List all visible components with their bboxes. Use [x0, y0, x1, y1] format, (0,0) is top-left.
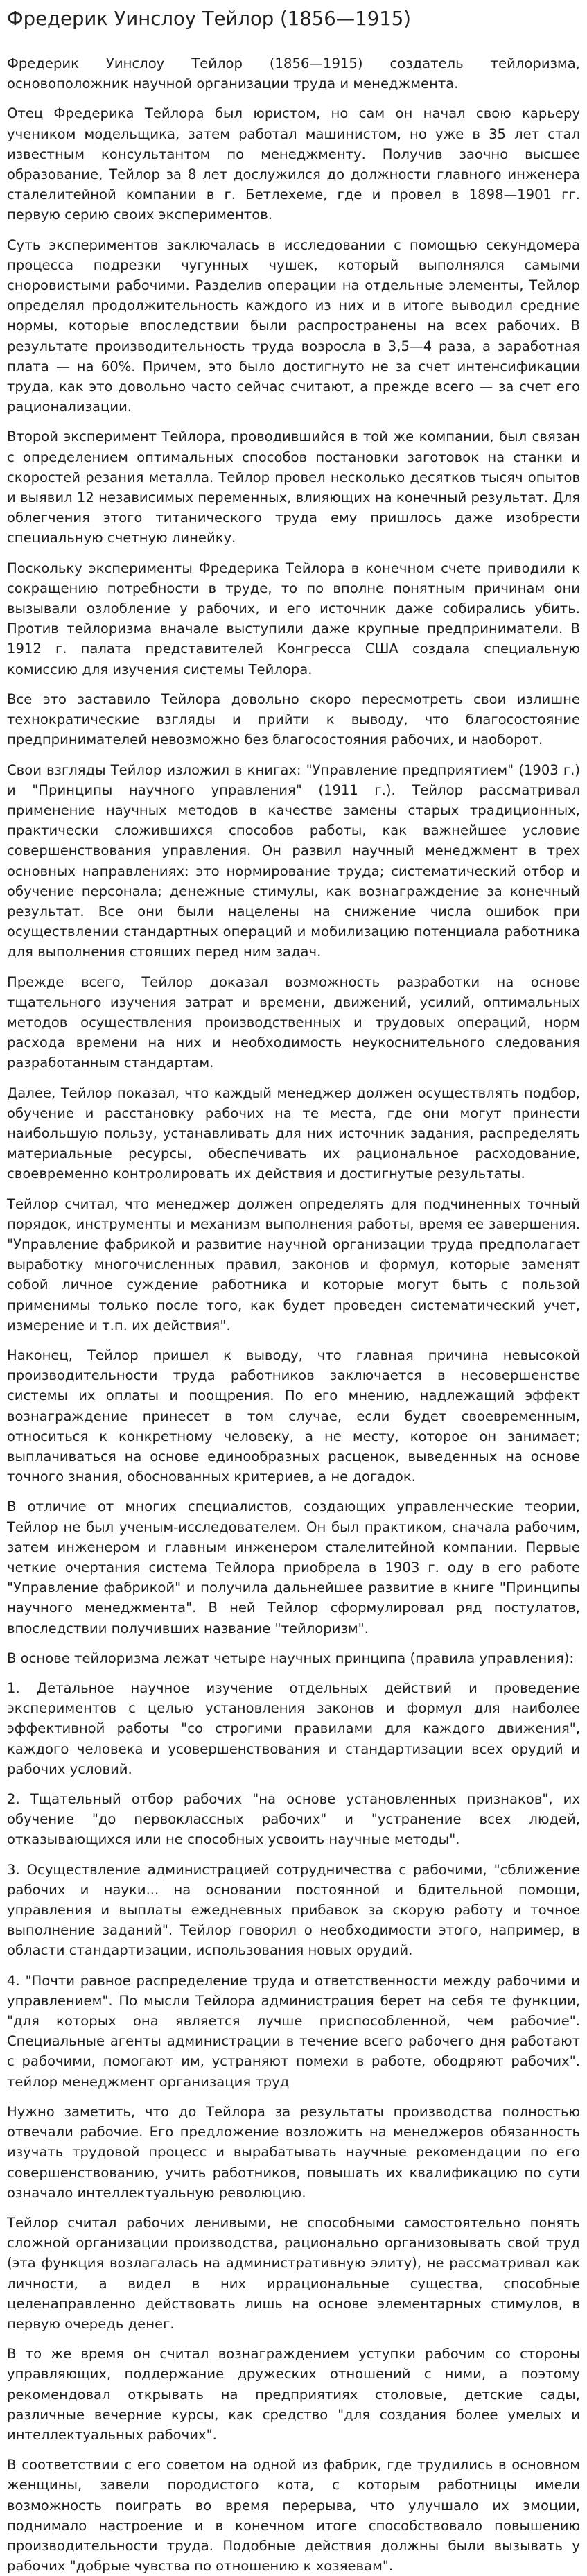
- article-paragraph: Суть экспериментов заключалась в исследовании с помощью секундомера процесса подрезки чугунных чушек, который выполнялся самыми сноровистыми рабочими. Разделив операции на отдельные элементы, Тейлор определял продолжительность каждого из них и в итоге выводил средние нормы, которые впоследствии были распространены на всех рабочих. В результате производительность труда возросла в 3,5—4 раза, а заработная плата — на 60%. Причем, это было достигнуто не за счет интенсификации труда, как это довольно часто сейчас считают, а прежде всего — за счет его рационализации.: [7, 236, 580, 415]
- article-body: [7, 53, 580, 2576]
- article-paragraph: 3. Осуществление администрацией сотрудничества с рабочими, "сближение рабочих и науки... на основании постоянной и бдительной помощи, управления и выплаты ежедневных прибавок за скорую работу и точное выполнение заданий". Тейлор говорил о необходимости этого, например, в области стандартизации, использования новых орудий.: [7, 1861, 580, 1959]
- article-paragraph: Свои взгляды Тейлор изложил в книгах: "Управление предприятием" (1903 г.) и "Принципы научного управления" (1911 г.). Тейлор рассматривал применение научных методов в качестве замены старых традиционных, практически сложившихся способов работы, как важнейшее условие совершенствования управления. Он развил научный менеджмент в трех основных направлениях: это нормирование труда; систематический отбор и обучение персонала; денежные стимулы, как вознаграждение за конечный результат. Все они были нацелены на снижение числа ошибок при осуществлении стандартных операций и мобилизацию потенциала работника для выполнения стоящих перед ним задач.: [7, 761, 580, 960]
- article-paragraph: В соответствии с его советом на одной из фабрик, где трудились в основном женщины, завели породистого кота, с которым работницы имели возможность поиграть во время перерыва, что улучшало их эмоции, поднимало настроение и в конечном итоге способствовало повышению производительности труда. Подобные действия должны были вызывать у рабочих "добрые чувства по отношению к хозяевам".: [7, 2457, 580, 2575]
- article-paragraph: Прежде всего, Тейлор доказал возможность разработки на основе тщательного изучения затрат и времени, движений, усилий, оптимальных методов осуществления производственных и трудовых операций, норм расхода времени на них и необходимость неукоснительного следования разработанным стандартам.: [7, 974, 580, 1071]
- article-paragraph: Тейлор считал рабочих ленивыми, не способными самостоятельно понять сложной организации производства, рационально организовывать свой труд (эта функция возлагалась на административную элиту), не рассматривал как личности, а видел в них иррациональные существа, способные целенаправленно действовать лишь на основе элементарных стимулов, в первую очередь денег.: [7, 2214, 580, 2332]
- article-paragraph: Фредерик Уинслоу Тейлор (1856—1915) создатель тейлоризма, основоположник научной организации труда и менеджмента.: [7, 55, 580, 92]
- article-paragraph: Поскольку эксперименты Фредерика Тейлора в конечном счете приводили к сокращению потребности в труде, то по вполне понятным причинам они вызывали озлобление у рабочих, и его источник даже собирались убить. Против тейлоризма вначале выступили даже крупные предприниматели. В 1912 г. палата представителей Конгресса США создала специальную комиссию для изучения системы Тейлора.: [7, 560, 580, 677]
- article-paragraph: В то же время он считал вознаграждением уступки рабочим со стороны управляющих, поддержание дружеских отношений с ними, а поэтому рекомендовал открывать на предприятиях столовые, детские сады, различные вечерние курсы, как средство "для создания более умелых и интеллектуальных рабочих".: [7, 2346, 580, 2443]
- article-paragraph: 1. Детальное научное изучение отдельных действий и проведение экспериментов с целью установления законов и формул для наиболее эффективной работы "со строгими правилами для каждого движения", каждого человека и усовершенствования и стандартизации всех орудий и рабочих условий.: [7, 1680, 580, 1777]
- article-paragraph: Наконец, Тейлор пришел к выводу, что главная причина невысокой производительности труда работников заключается в несовершенстве системы их оплаты и поощрения. По его мнению, надлежащий эффект вознаграждение принесет в том случае, если будет своевременным, относиться к конкретному человеку, а не месту, которое он занимает; выплачиваться на основе единообразных расценок, выведенных на основе точного знания, обоснованных критериев, а не догадок.: [7, 1347, 580, 1485]
- article-paragraph: Все это заставило Тейлора довольно скоро пересмотреть свои излишне технократические взгляды и прийти к выводу, что благосостояние предпринимателей невозможно без благосостояния рабочих, и наоборот.: [7, 691, 580, 748]
- article-paragraph: Отец Фредерика Тейлора был юристом, но сам он начал свою карьеру учеником модельщика, затем работал машинистом, но уже в 35 лет стал известным консультантом по менеджменту. Получив заочно высшее образование, Тейлор за 8 лет дослужился до должности главного инженера сталелитейной компании в г. Бетлехеме, где и провел в 1898—1901 гг. первую серию своих экспериментов.: [7, 105, 580, 223]
- article-paragraph: Второй эксперимент Тейлора, проводившийся в той же компании, был связан с определением оптимальных способов постановки заготовок на станки и скоростей резания металла. Тейлор провел несколько десятков тысяч опытов и выявил 12 независимых переменных, влияющих на конечный результат. Для облегчения этого титанического труда ему пришлось даже изобрести специальную счетную линейку.: [7, 429, 580, 546]
- article-paragraph: 2. Тщательный отбор рабочих "на основе установленных признаков", их обучение "до первоклассных рабочих" и "устранение всех людей, отказывающихся или не способных усвоить научные методы".: [7, 1791, 580, 1848]
- article-paragraph: Нужно заметить, что до Тейлора за результаты производства полностью отвечали рабочие. Его предложение возложить на менеджеров обязанность изучать трудовой процесс и вырабатывать научные рекомендации по его совершенствованию, учить работников, повышать их квалификацию по сути означало интеллектуальную революцию.: [7, 2103, 580, 2201]
- article-title: Фредерик Уинслоу Тейлор (1856—1915): [7, 8, 411, 30]
- article-paragraph: В основе тейлоризма лежат четыре научных принципа (правила управления):: [7, 1650, 574, 1666]
- article-paragraph: Далее, Тейлор показал, что каждый менеджер должен осуществлять подбор, обучение и расстановку рабочих на те места, где они могут принести наибольшую пользу, устанавливать для них источник задания, распределять материальные ресурсы, обеспечивать их рациональное расходование, своевременно контролировать их действия и достигнутые результаты.: [7, 1084, 580, 1182]
- article-paragraph: В отличие от многих специалистов, создающих управленческие теории, Тейлор не был ученым-исследователем. Он был практиком, сначала рабочим, затем инженером и главным инженером сталелитейной компании. Первые четкие очертания система Тейлора приобрела в 1903 г. оду в его работе "Управление фабрикой" и получила дальнейшее развитие в книге "Принципы научного менеджмента". В ней Тейлор сформулировал ряд постулатов, впоследствии получивших название "тейлоризм".: [7, 1498, 580, 1636]
- article-paragraph: Тейлор считал, что менеджер должен определять для подчиненных точный порядок, инструменты и механизм выполнения работы, время ее завершения. "Управление фабрикой и развитие научной организации труда предполагает выработку многочисленных правил, законов и формул, которые заменят собой личное суждение работника и которые могут быть с пользой применимы только после того, как будет проведен систематический учет, измерение и т.п. их действия".: [7, 1195, 580, 1333]
- article-paragraph: 4. "Почти равное распределение труда и ответственности между рабочими и управлением". По мысли Тейлора администрация берет на себя те функции, "для которых она является лучше приспособленной, чем рабочие". Специальные агенты администрации в течение всего рабочего дня работают с рабочими, помогают им, устраняют помехи в работе, ободряют рабочих". тейлор менеджмент организация труд: [7, 1972, 580, 2090]
